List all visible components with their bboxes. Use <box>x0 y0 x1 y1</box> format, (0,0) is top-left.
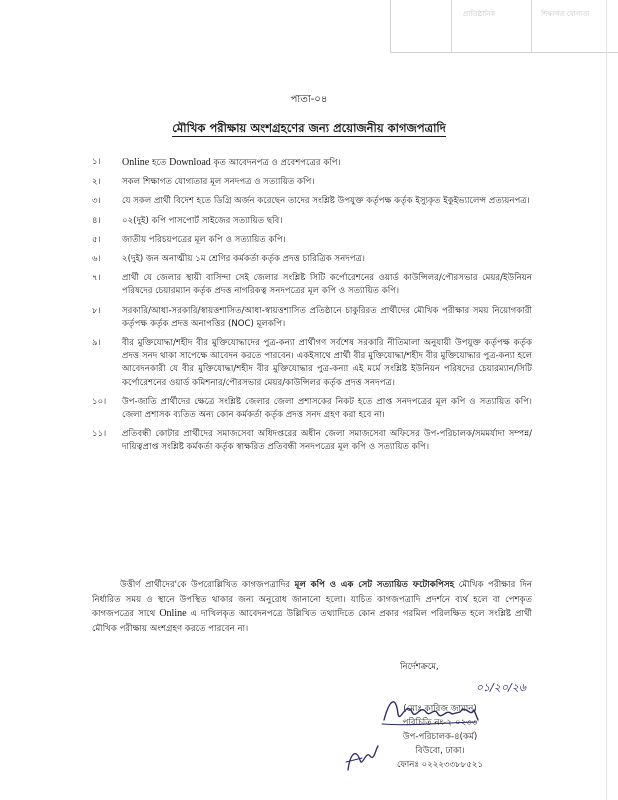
item-number: ৬। <box>92 254 101 265</box>
item-number: ৭। <box>92 273 101 284</box>
item-number: ৩। <box>92 196 101 207</box>
handwritten-initial <box>342 740 382 776</box>
item-number: ১১। <box>92 429 107 440</box>
page-number: পাতা-০৪ <box>290 94 328 105</box>
list-item <box>92 195 532 208</box>
item-number: ৪। <box>92 215 101 226</box>
by-order-text: নির্দেশক্রমে, <box>400 662 439 672</box>
list-item <box>92 305 532 331</box>
item-text: প্রতিবন্ধী কোটার প্রার্থীদের সমাজসেবা অধিদপ্তরের অধীন জেলা সমাজসেবা অফিসের উপ-পরিচালক/সমমর্যাদা সম্পন্ন/দায়িত্বপ্রাপ্ত সংশ্লিষ্ট কর্মকর্তা কর্তৃক স্বাক্ষরিত প্রতিবন্ধী সনদপত্রের মূল কপি ও সত্যায়িত কপি। <box>122 429 532 453</box>
item-text: সরকারি/আধা-সরকারি/স্বায়ত্তশাসিত/আধা-স্বায়ত্তশাসিত প্রতিষ্ঠানে চাকুরিরত প্রার্থীদের মৌখিক পরীক্ষার সময় নিয়োগকারী কর্তৃপক্ষ কর্তৃক প্রদত্ত অনাপত্তির (NOC) মূলকপি। <box>122 305 532 329</box>
handwritten-signature <box>380 690 530 730</box>
signatory-name: (মোঃ কারিজ জামান) <box>403 704 477 714</box>
closing-text: উত্তীর্ণ প্রার্থীদের'কে উপরোল্লিখিত কাগজপত্রাদির <box>120 580 295 590</box>
item-text: ২(দুই) জন অনাত্মীয় ১ম শ্রেণির কর্মকর্তা কর্তৃক প্রদত্ত চারিত্রিক সনদপত্র। <box>122 254 365 265</box>
item-text: উপ-জাতি প্রার্থীদের ক্ষেত্রে সংশ্লিষ্ট জেলার জেলা প্রশাসকের নিকট হতে প্রাপ্ত সনদপত্রের মূল কপি ও সত্যায়িত কপি। জেলা প্রশাসক ব্যতিত অন্য কোন কর্মকর্তা কর্তৃক প্রদত্ত সনদ গ্রহণ করা হবে না। <box>122 396 532 421</box>
item-text: সকল শিক্ষাগত যোগ্যতার মূল সনদপত্র ও সত্যায়িত কপি। <box>122 177 315 188</box>
item-text: কৃত আবেদনপত্র ও প্রবেশপত্রের কপি। <box>210 158 341 168</box>
closing-text: মৌখিক পরীক্ষার দিন নির্ধারিত সময় ও স্থানে উপস্থিত থাকার জন্য অনুরোধ জানানো হলো। যাচিত কাগজপত্রাদি প্রদর্শনে ব্যর্থ হলে বা পেশকৃত কাগজপত্রের সাথে <box>92 580 532 620</box>
bleed-through-text: প্রাতিষ্ঠানিক <box>463 10 496 18</box>
item-text: হতে <box>149 158 170 168</box>
item-text: জাতীয় পরিচয়পত্রের মূল কপি ও সত্যায়িত কপি। <box>122 234 286 245</box>
item-number: ১। <box>92 157 101 167</box>
signature-date: ০১/২০/২৬ <box>475 681 526 694</box>
signatory-designation: উপ-পরিচালক-৪(কর্ম) <box>402 732 478 742</box>
table-divider <box>531 0 532 52</box>
list-item <box>92 337 532 390</box>
closing-text: এ দাখিলকৃত আবেদনপত্রে উল্লিখিত তথ্যাদিতে কোন প্রকার গরমিল পরিলক্ষিত হলে সংশ্লিষ্ট প্রার্থী মৌখিক পরীক্ষায় অংশগ্রহণ করতে পারবেন না। <box>92 609 532 634</box>
signatory-office: বিউবো, ঢাকা। <box>415 746 465 756</box>
item-text: প্রার্থী যে জেলার স্থায়ী বাসিন্দা সেই জেলার সংশ্লিষ্ট সিটি কর্পোরেশনের ওয়ার্ড কাউন্সিলর/পৌরসভার মেয়র/ইউনিয়ন পরিষদের চেয়ারম্যান কর্তৃক প্রদত্ত নাগরিকত্ব সনদপত্রের মূল কপি ও সত্যায়িত কপি। <box>122 273 532 297</box>
table-divider <box>451 0 452 52</box>
closing-bold-text: মূল কপি ও এক সেট সত্যায়িত ফটোকপিসহ <box>294 580 455 590</box>
item-text: বীর মুক্তিযোদ্ধা/শহীদ বীর মুক্তিযোদ্ধাদের পুত্র-কন্যা প্রার্থীগণ সর্বশেষ সরকারি নীতিমালা অনুযায়ী উপযুক্ত কর্তৃপক্ষ কর্তৃক প্রদত্ত সনদ থাকা সাপেক্ষে আবেদন করতে পারবেন। একইসাথে প্রার্থী বীর মুক্তিযোদ্ধা/শহীদ বীর মুক্তিযোদ্ধার পুত্র-কন্যা হলে আবেদনকারী যে বীর মুক্তিযোদ্ধা/শহীদ বীর মুক্তিযোদ্ধার পুত্র-কন্যা এই মর্মে সংশ্লিষ্ট ইউনিয়ন পরিষদের চেয়ারম্যান/সিটি কর্পোরেশনের ওয়ার্ড কমিশনার/পৌরসভার মেয়র/কাউন্সিলর কর্তৃক প্রদত্ত সনদপত্র। <box>122 338 532 388</box>
signatory-phone: ফোনঃ ০২২২৩৩৮৮৫২১ <box>396 760 484 770</box>
item-text: ০২(দুই) কপি পাসপোর্ট সাইজের সত্যায়িত ছবি। <box>122 215 283 226</box>
list-item <box>92 253 532 266</box>
item-text: যে সকল প্রার্থী বিদেশ হতে ডিগ্রি অর্জন করেছেন তাদের সংশ্লিষ্ট উপযুক্ত কর্তৃপক্ষ কর্তৃক ইস্যুকৃত ইকুইভ্যালেন্স প্রত্যয়নপত্র। <box>122 196 530 207</box>
signatory-id: পরিচিতি নং-২-০২৩৩ <box>402 718 478 728</box>
list-item <box>92 396 532 422</box>
bleed-through-text: শিক্ষাগত যোগ্যতা <box>541 10 590 18</box>
item-text-latin: Download <box>169 157 211 168</box>
heading-text: মৌখিক পরীক্ষায় অংশগ্রহণের জন্য প্রয়োজনীয় কাগজপত্রাদি <box>172 121 446 135</box>
bleed-through-table <box>390 0 618 53</box>
closing-paragraph <box>92 578 532 636</box>
list-item <box>92 215 532 228</box>
item-number: ১০। <box>92 396 107 407</box>
item-number: ৫। <box>92 234 101 245</box>
list-item <box>92 428 532 454</box>
item-text-latin: Online <box>122 157 150 168</box>
list-item <box>92 156 532 170</box>
item-number: ৯। <box>92 338 101 349</box>
document-heading <box>0 120 618 139</box>
closing-text-latin: Online <box>159 608 187 620</box>
list-item <box>92 272 532 298</box>
list-item <box>92 234 532 247</box>
item-number: ৮। <box>92 305 101 316</box>
requirements-list <box>92 156 532 461</box>
item-number: ২। <box>92 177 101 188</box>
list-item <box>92 176 532 189</box>
